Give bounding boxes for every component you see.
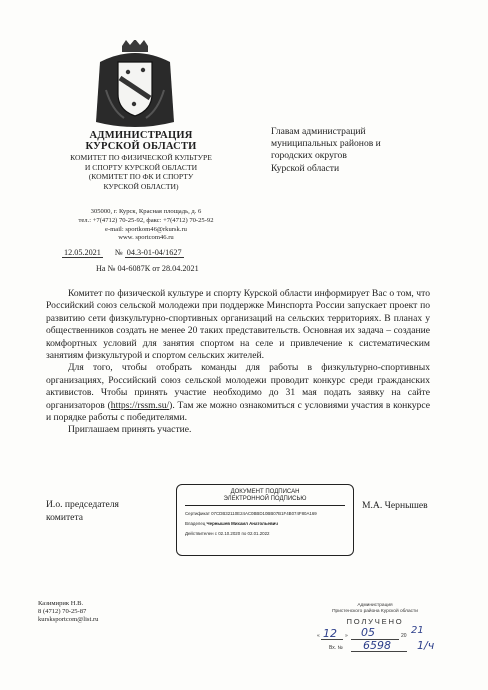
valid-to-label: по	[241, 531, 247, 536]
outgoing-reference	[62, 248, 242, 258]
outgoing-number: 04.3-01-04/1627	[126, 248, 182, 257]
received-stamp-line-1: Администрация	[357, 603, 393, 608]
received-day: 12	[323, 627, 337, 640]
received-stamp-line-2: Пристенского района Курской области	[332, 608, 418, 614]
addressee-block	[271, 126, 421, 175]
letterhead-title	[66, 130, 216, 152]
electronic-signature-stamp	[176, 484, 354, 556]
role-line-1: И.о. председателя	[46, 499, 119, 510]
paragraph-2-text-end: ). Там же можно ознакомиться с условиями участия в конкурсе и порядке работы с победителями.	[46, 399, 430, 424]
e-stamp-title-line-1: ДОКУМЕНТ ПОДПИСАН	[230, 489, 300, 495]
letterhead-subtitle	[52, 153, 230, 191]
signatory-role	[46, 498, 119, 524]
org-sub-line: (КОМИТЕТ ПО ФК И СПОРТУ	[88, 172, 194, 182]
executor-email: kursksportcom@list.ru	[38, 616, 99, 624]
valid-from: 02.10.2020	[218, 531, 241, 536]
body-paragraph-3: Приглашаем принять участие.	[68, 424, 192, 436]
valid-from-label: с	[214, 531, 217, 536]
org-title-line-2: КУРСКОЙ ОБЛАСТИ	[85, 141, 197, 152]
addressee-line: Курской области	[271, 162, 340, 174]
letterhead-contacts	[56, 208, 236, 243]
outgoing-date: 12.05.2021	[64, 248, 101, 257]
executor-phone: 8 (4712) 70-25-87	[38, 608, 87, 616]
paragraph-2-text: Для того, чтобы отобрать команды для работы в физкультурно-спортивных организациях, Российский союз сельской молодежи проводит конкурс среди гражданских активистов. Чтобы принять участие необходимо до 31 мая подать заявку на сайте организаторов (	[46, 362, 430, 411]
e-stamp-validity-row	[185, 531, 269, 536]
org-sub-line: КОМИТЕТ ПО ФИЗИЧЕСКОЙ КУЛЬТУРЕ	[70, 153, 212, 162]
body-paragraph-2	[46, 362, 430, 424]
received-number-label: Вх. №	[329, 645, 343, 651]
e-stamp-owner-row	[185, 521, 278, 526]
received-number: 6598	[363, 639, 391, 652]
received-stamp-title: ПОЛУЧЕНО	[346, 617, 404, 626]
owner-label: Владелец	[185, 521, 206, 526]
cert-label: Сертификат	[185, 511, 210, 516]
addressee-line: Главам администраций	[271, 126, 366, 137]
letter-body	[46, 288, 430, 437]
addressee-line: городских округов	[271, 150, 347, 162]
org-sub-line: КУРСКОЙ ОБЛАСТИ)	[103, 181, 179, 191]
body-paragraph-1: Комитет по физической культуре и спорту Курской области информирует Вас о том, что Российский союз сельской молодежи при поддержке Минспорта России запускает проект по развитию сети физкультурно-спортивных организаций на сельских территориях. В планах у общественников создать не менее 20 таких представительств. Основная их задача – создание комфортных условий для занятия спортом на селе и привлечение к систематическим занятиям физкультурой и спортом сельских жителей.	[46, 288, 430, 362]
received-stamp: Администрация Пристенского района Курской области ПОЛУЧЕНО « 12 » 05 20 21 Вх. № 6598 1/ч	[307, 603, 443, 653]
role-line-2: комитета	[46, 512, 84, 523]
received-month: 05	[361, 626, 375, 639]
rssm-link[interactable]: https://rssm.su/	[110, 399, 170, 411]
website-line: www. sportcom46.ru	[118, 234, 174, 242]
valid-label: Действителен	[185, 531, 214, 536]
signatory-name: М.А. Чернышев	[362, 500, 428, 511]
phone-fax-line: тел.: +7(4712) 70-25-92, факс: +7(4712) 70-25-92	[78, 216, 214, 224]
email-line: e-mail: sportkom46@rkursk.ru	[105, 225, 187, 233]
cert-value: 07CDB32110E24AC0BBD10BB07B1F4B074F80A169	[211, 511, 317, 516]
owner-value: Чернышев Михаил Анатольевич	[206, 521, 278, 526]
reply-reference: На № 04-6087К от 28.04.2021	[96, 264, 199, 273]
executor-name: Казимирик Н.В.	[38, 600, 84, 607]
received-stamp-header	[307, 603, 443, 614]
e-stamp-divider	[185, 505, 345, 506]
e-stamp-title-line-2: ЭЛЕКТРОННОЙ ПОДПИСЬЮ	[223, 496, 307, 503]
e-stamp-cert-row	[185, 511, 317, 516]
addressee-line: муниципальных районов и	[271, 138, 381, 150]
valid-to: 02.01.2022	[247, 531, 270, 536]
org-title-line-1: АДМИНИСТРАЦИЯ	[89, 130, 193, 141]
received-year: 21	[411, 625, 424, 636]
address-line: 305000, г. Курск, Красная площадь, д. 6	[90, 208, 202, 215]
received-extra: 1/ч	[417, 639, 435, 652]
org-sub-line: И СПОРТУ КУРСКОЙ ОБЛАСТИ	[84, 162, 198, 172]
executor-block	[38, 600, 98, 625]
outgoing-number-label: №	[114, 248, 123, 257]
coat-of-arms-emblem	[94, 40, 176, 132]
e-stamp-title	[177, 489, 353, 504]
